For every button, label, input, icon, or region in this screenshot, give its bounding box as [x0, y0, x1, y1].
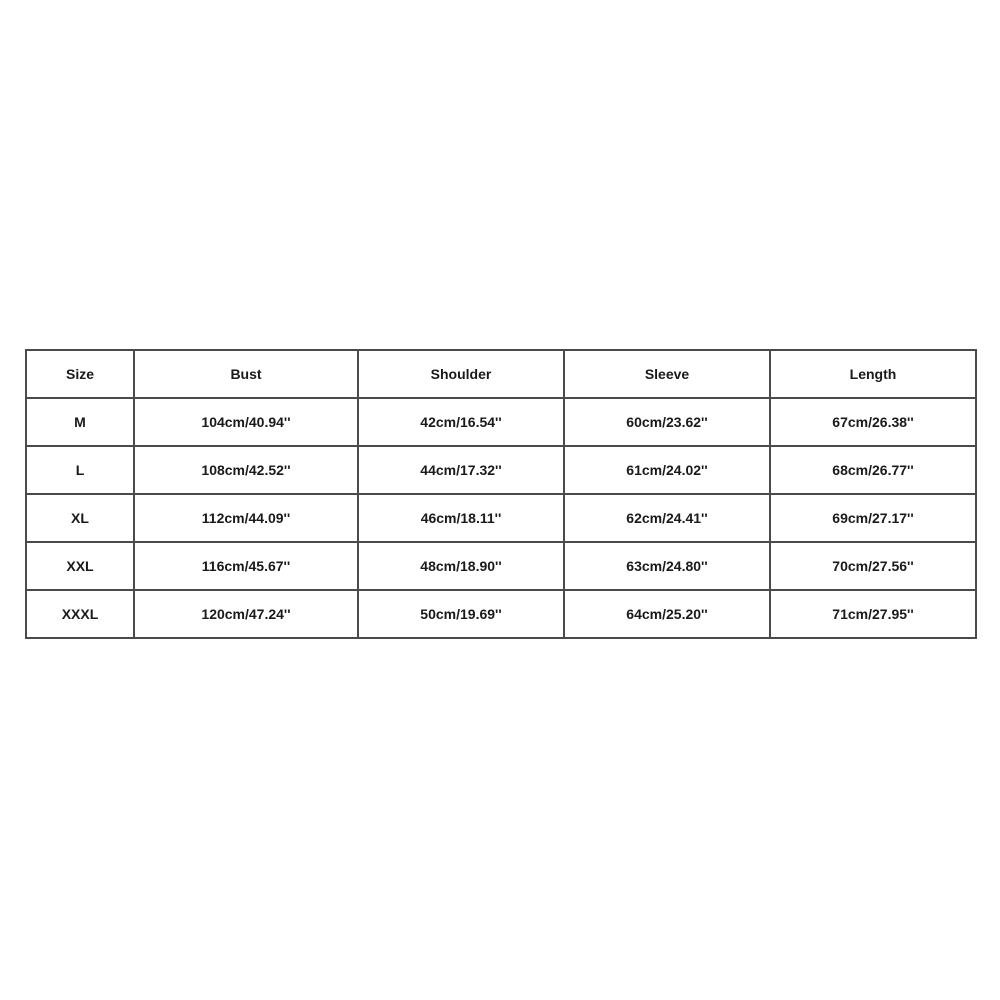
table-row	[26, 590, 976, 638]
header-shoulder: Shoulder	[358, 350, 564, 398]
table-row	[26, 494, 976, 542]
cell-sleeve: 61cm/24.02''	[564, 446, 770, 494]
cell-size: M	[26, 398, 134, 446]
cell-length: 71cm/27.95''	[770, 590, 976, 638]
cell-length: 70cm/27.56''	[770, 542, 976, 590]
cell-bust: 120cm/47.24''	[134, 590, 358, 638]
cell-sleeve: 62cm/24.41''	[564, 494, 770, 542]
table-row	[26, 542, 976, 590]
cell-size: L	[26, 446, 134, 494]
cell-shoulder: 44cm/17.32''	[358, 446, 564, 494]
cell-length: 68cm/26.77''	[770, 446, 976, 494]
header-bust: Bust	[134, 350, 358, 398]
cell-length: 69cm/27.17''	[770, 494, 976, 542]
cell-size: XXL	[26, 542, 134, 590]
cell-bust: 116cm/45.67''	[134, 542, 358, 590]
table-row	[26, 446, 976, 494]
cell-size: XXXL	[26, 590, 134, 638]
cell-sleeve: 60cm/23.62''	[564, 398, 770, 446]
cell-sleeve: 64cm/25.20''	[564, 590, 770, 638]
cell-size: XL	[26, 494, 134, 542]
cell-bust: 108cm/42.52''	[134, 446, 358, 494]
cell-shoulder: 46cm/18.11''	[358, 494, 564, 542]
cell-shoulder: 50cm/19.69''	[358, 590, 564, 638]
header-size: Size	[26, 350, 134, 398]
header-sleeve: Sleeve	[564, 350, 770, 398]
table-header-row	[26, 350, 976, 398]
cell-bust: 104cm/40.94''	[134, 398, 358, 446]
cell-shoulder: 48cm/18.90''	[358, 542, 564, 590]
cell-length: 67cm/26.38''	[770, 398, 976, 446]
cell-sleeve: 63cm/24.80''	[564, 542, 770, 590]
cell-bust: 112cm/44.09''	[134, 494, 358, 542]
cell-shoulder: 42cm/16.54''	[358, 398, 564, 446]
header-length: Length	[770, 350, 976, 398]
size-chart-table	[25, 349, 977, 639]
table-row	[26, 398, 976, 446]
